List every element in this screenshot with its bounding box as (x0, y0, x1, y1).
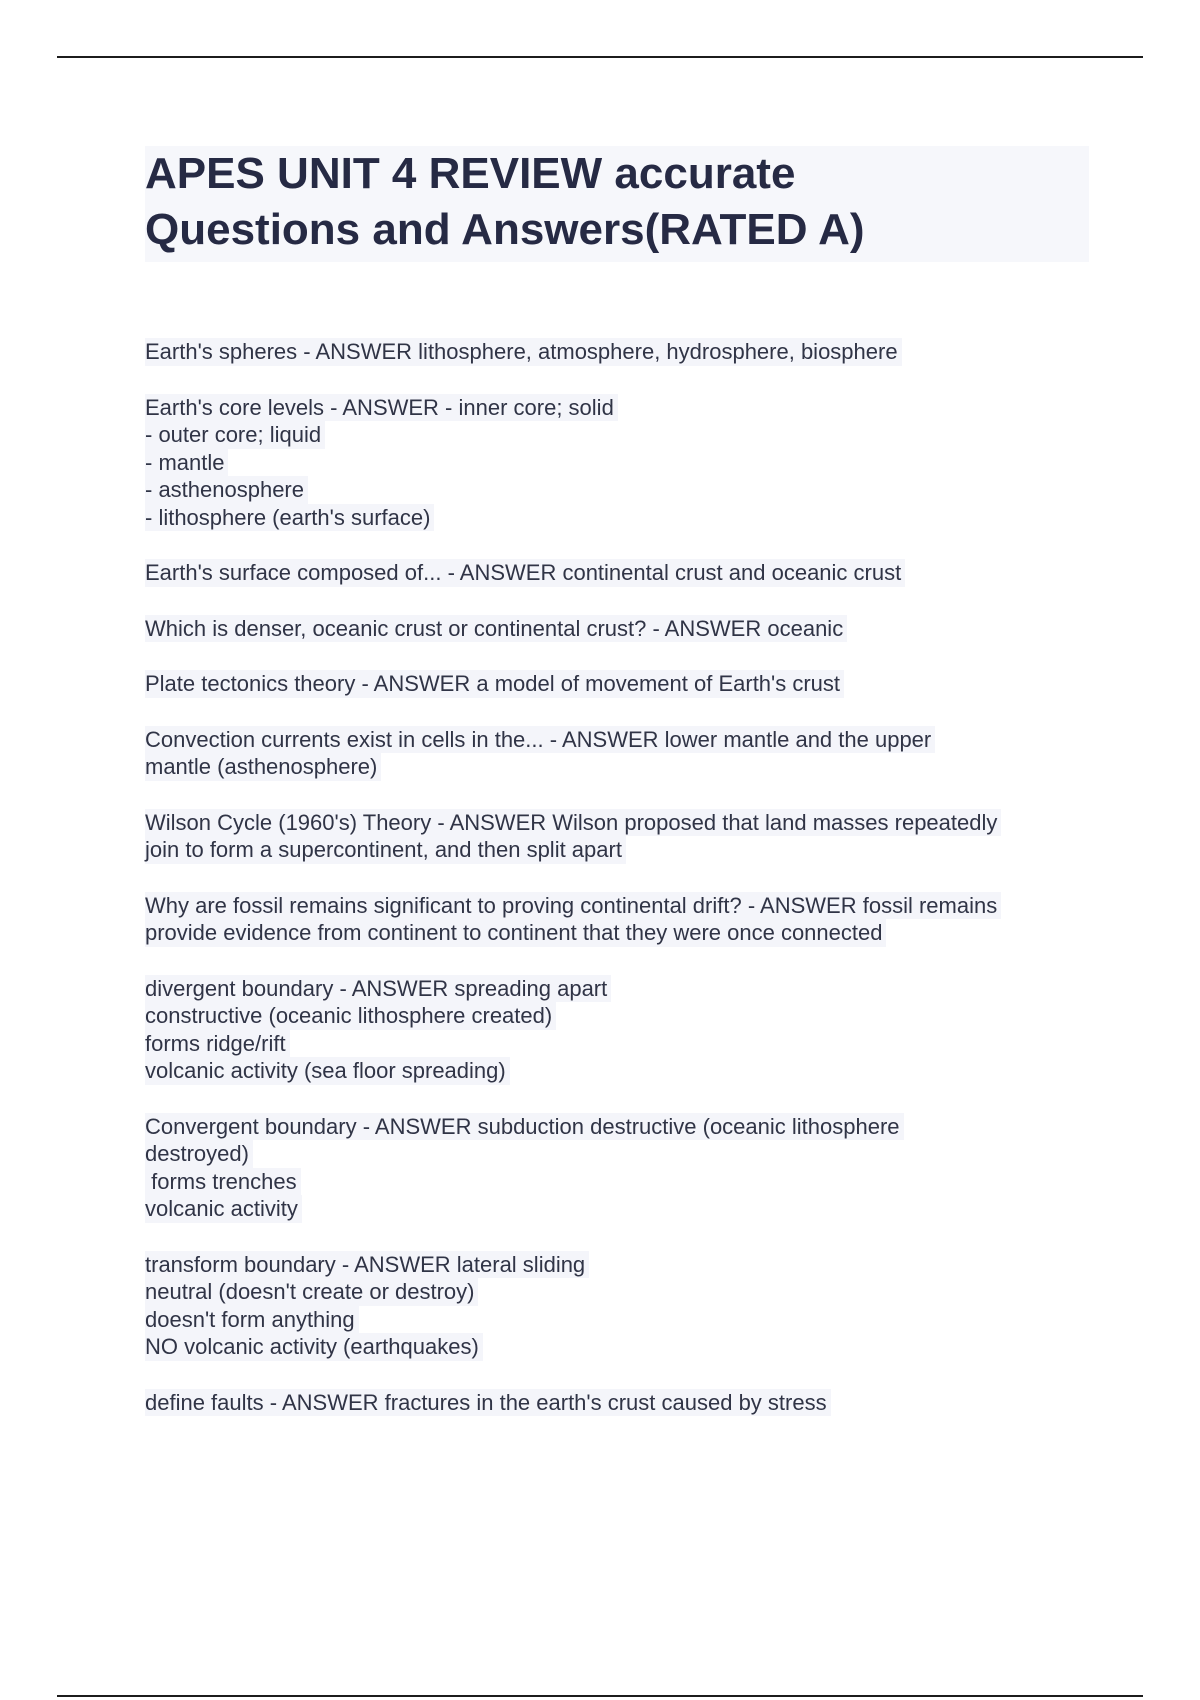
qa-entry-transform-boundary (145, 1251, 1085, 1361)
qa-line: volcanic activity (145, 1195, 302, 1223)
qa-list (145, 338, 1085, 1444)
title-block (145, 146, 1089, 262)
qa-entry-plate-tectonics (145, 670, 1085, 698)
qa-line: - outer core; liquid (145, 421, 325, 449)
qa-line: - asthenosphere (145, 476, 308, 504)
page-title (145, 146, 1089, 262)
qa-line: neutral (doesn't create or destroy) (145, 1278, 478, 1306)
qa-line: join to form a supercontinent, and then split apart (145, 836, 626, 864)
title-line: APES UNIT 4 REVIEW accurate (145, 149, 796, 198)
qa-line: Why are fossil remains significant to proving continental drift? - ANSWER fossil remains (145, 892, 1001, 920)
qa-entry-surface-composition (145, 559, 1085, 587)
qa-line: constructive (oceanic lithosphere created) (145, 1002, 556, 1030)
qa-line: define faults - ANSWER fractures in the earth's crust caused by stress (145, 1389, 831, 1417)
bottom-rule (57, 1695, 1143, 1697)
qa-entry-fossil-remains (145, 892, 1085, 947)
qa-line: Which is denser, oceanic crust or continental crust? - ANSWER oceanic (145, 615, 847, 643)
qa-entry-earths-spheres (145, 338, 1085, 366)
qa-line: forms trenches (145, 1168, 301, 1196)
qa-line: Convergent boundary - ANSWER subduction destructive (oceanic lithosphere (145, 1113, 904, 1141)
qa-entry-core-levels (145, 394, 1085, 532)
qa-line: volcanic activity (sea floor spreading) (145, 1057, 510, 1085)
qa-line: mantle (asthenosphere) (145, 753, 381, 781)
qa-line: NO volcanic activity (earthquakes) (145, 1333, 483, 1361)
qa-line: Earth's surface composed of... - ANSWER continental crust and oceanic crust (145, 559, 905, 587)
qa-line: doesn't form anything (145, 1306, 359, 1334)
qa-line: forms ridge/rift (145, 1030, 290, 1058)
qa-line: provide evidence from continent to continent that they were once connected (145, 919, 886, 947)
qa-line: Plate tectonics theory - ANSWER a model of movement of Earth's crust (145, 670, 844, 698)
qa-line: divergent boundary - ANSWER spreading apart (145, 975, 611, 1003)
qa-entry-denser-crust (145, 615, 1085, 643)
qa-entry-convergent-boundary (145, 1113, 1085, 1223)
qa-line: Earth's core levels - ANSWER - inner core; solid (145, 394, 618, 422)
qa-line: Earth's spheres - ANSWER lithosphere, atmosphere, hydrosphere, biosphere (145, 338, 902, 366)
qa-line: Convection currents exist in cells in the... - ANSWER lower mantle and the upper (145, 726, 935, 754)
qa-line: Wilson Cycle (1960's) Theory - ANSWER Wilson proposed that land masses repeatedly (145, 809, 1001, 837)
qa-line: - mantle (145, 449, 228, 477)
qa-line: - lithosphere (earth's surface) (145, 504, 434, 532)
qa-entry-convection-currents (145, 726, 1085, 781)
qa-entry-define-faults (145, 1389, 1085, 1417)
title-line: Questions and Answers(RATED A) (145, 205, 865, 254)
qa-entry-wilson-cycle (145, 809, 1085, 864)
qa-entry-divergent-boundary (145, 975, 1085, 1085)
top-rule (57, 56, 1143, 58)
qa-line: destroyed) (145, 1140, 253, 1168)
qa-line: transform boundary - ANSWER lateral sliding (145, 1251, 589, 1279)
